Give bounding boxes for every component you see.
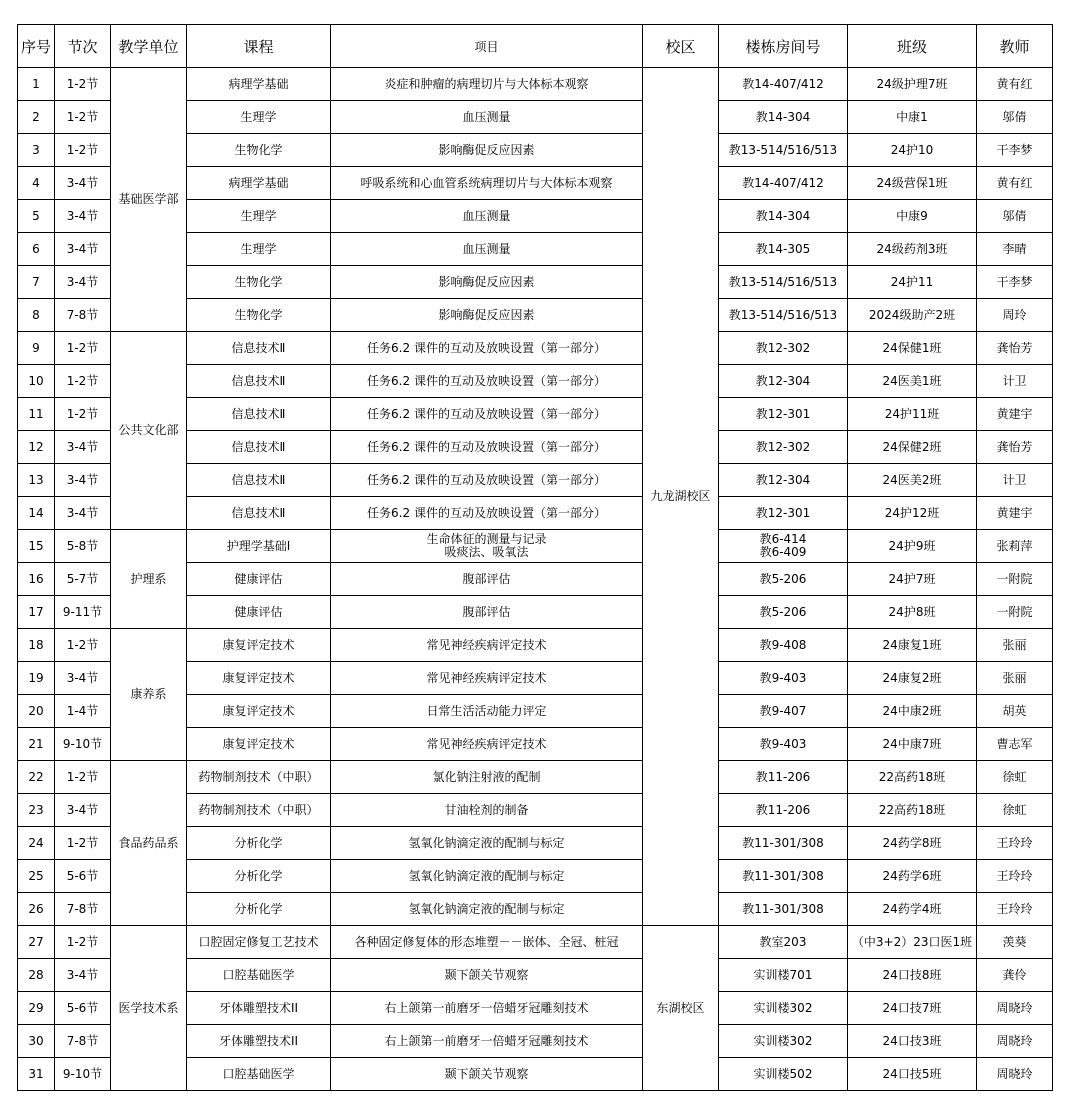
class-cell: 24级营保1班 [848, 167, 977, 200]
project-cell: 常见神经疾病评定技术 [331, 662, 643, 695]
teacher-cell: 邬倩 [977, 200, 1053, 233]
class-cell: 24康复1班 [848, 629, 977, 662]
teacher-cell: 计卫 [977, 365, 1053, 398]
room-cell: 教11-301/308 [719, 827, 848, 860]
row-number-cell: 4 [18, 167, 55, 200]
header-course: 课程 [187, 25, 331, 68]
course-cell: 口腔固定修复工艺技术 [187, 926, 331, 959]
header-no: 序号 [18, 25, 55, 68]
room-cell: 教9-403 [719, 728, 848, 761]
course-cell: 药物制剂技术（中职） [187, 794, 331, 827]
teacher-cell: 张丽 [977, 629, 1053, 662]
class-cell: 24康复2班 [848, 662, 977, 695]
session-cell: 1-2节 [55, 134, 111, 167]
session-cell: 3-4节 [55, 464, 111, 497]
class-cell: 24护10 [848, 134, 977, 167]
row-number-cell: 16 [18, 563, 55, 596]
teacher-cell: 邬倩 [977, 101, 1053, 134]
project-cell: 右上颌第一前磨牙一倍蜡牙冠雕刻技术 [331, 1025, 643, 1058]
session-cell: 3-4节 [55, 662, 111, 695]
class-cell: 24护8班 [848, 596, 977, 629]
dept-cell: 食品药品系 [111, 761, 187, 926]
project-cell: 氯化钠注射液的配制 [331, 761, 643, 794]
session-cell: 7-8节 [55, 299, 111, 332]
course-cell: 生理学 [187, 200, 331, 233]
row-number-cell: 7 [18, 266, 55, 299]
course-cell: 牙体雕塑技术II [187, 1025, 331, 1058]
header-campus: 校区 [643, 25, 719, 68]
class-cell: 24药学4班 [848, 893, 977, 926]
class-cell: 24口技5班 [848, 1058, 977, 1091]
project-cell: 影响酶促反应因素 [331, 266, 643, 299]
room-cell: 教14-304 [719, 101, 848, 134]
session-cell: 1-2节 [55, 761, 111, 794]
teacher-cell: 周晓玲 [977, 992, 1053, 1025]
course-cell: 口腔基础医学 [187, 959, 331, 992]
teacher-cell: 干李梦 [977, 266, 1053, 299]
teacher-cell: 徐虹 [977, 794, 1053, 827]
class-cell: 24医美2班 [848, 464, 977, 497]
session-cell: 9-10节 [55, 728, 111, 761]
dept-cell: 护理系 [111, 530, 187, 629]
row-number-cell: 1 [18, 68, 55, 101]
session-cell: 3-4节 [55, 431, 111, 464]
project-cell: 影响酶促反应因素 [331, 299, 643, 332]
row-number-cell: 26 [18, 893, 55, 926]
room-cell: 教9-403 [719, 662, 848, 695]
header-row [18, 25, 1053, 68]
course-cell: 生物化学 [187, 134, 331, 167]
row-number-cell: 19 [18, 662, 55, 695]
header-teacher: 教师 [977, 25, 1053, 68]
header-room: 楼栋房间号 [719, 25, 848, 68]
teacher-cell: 王玲玲 [977, 860, 1053, 893]
course-cell: 康复评定技术 [187, 728, 331, 761]
class-cell: 24保健2班 [848, 431, 977, 464]
session-cell: 5-6节 [55, 992, 111, 1025]
row-number-cell: 14 [18, 497, 55, 530]
session-cell: 3-4节 [55, 959, 111, 992]
project-cell: 炎症和肿瘤的病理切片与大体标本观察 [331, 68, 643, 101]
session-cell: 5-7节 [55, 563, 111, 596]
session-cell: 3-4节 [55, 167, 111, 200]
room-cell: 教13-514/516/513 [719, 299, 848, 332]
project-cell: 影响酶促反应因素 [331, 134, 643, 167]
course-cell: 信息技术Ⅱ [187, 464, 331, 497]
room-cell: 教14-304 [719, 200, 848, 233]
session-cell: 3-4节 [55, 200, 111, 233]
project-cell: 氢氧化钠滴定液的配制与标定 [331, 893, 643, 926]
teacher-cell: 曹志军 [977, 728, 1053, 761]
class-cell: 24护9班 [848, 530, 977, 563]
teacher-cell: 周玲 [977, 299, 1053, 332]
session-cell: 9-11节 [55, 596, 111, 629]
teacher-cell: 龚伶 [977, 959, 1053, 992]
teacher-cell: 黄建宇 [977, 398, 1053, 431]
class-cell: （中3+2）23口医1班 [848, 926, 977, 959]
project-cell: 血压测量 [331, 101, 643, 134]
teacher-cell: 张丽 [977, 662, 1053, 695]
row-number-cell: 30 [18, 1025, 55, 1058]
row-number-cell: 17 [18, 596, 55, 629]
class-cell: 24级药剂3班 [848, 233, 977, 266]
table-row [18, 761, 1053, 794]
room-cell: 教14-305 [719, 233, 848, 266]
teacher-cell: 李晴 [977, 233, 1053, 266]
room-cell: 教6-414 教6-409 [719, 530, 848, 563]
row-number-cell: 6 [18, 233, 55, 266]
row-number-cell: 24 [18, 827, 55, 860]
teacher-cell: 王玲玲 [977, 893, 1053, 926]
course-cell: 信息技术Ⅱ [187, 365, 331, 398]
room-cell: 实训楼302 [719, 992, 848, 1025]
room-cell: 教11-206 [719, 794, 848, 827]
teacher-cell: 黄建宇 [977, 497, 1053, 530]
row-number-cell: 2 [18, 101, 55, 134]
teacher-cell: 黄有红 [977, 167, 1053, 200]
course-cell: 健康评估 [187, 563, 331, 596]
row-number-cell: 22 [18, 761, 55, 794]
room-cell: 教12-302 [719, 431, 848, 464]
class-cell: 24口技8班 [848, 959, 977, 992]
row-number-cell: 23 [18, 794, 55, 827]
table-row [18, 332, 1053, 365]
room-cell: 教14-407/412 [719, 167, 848, 200]
session-cell: 1-4节 [55, 695, 111, 728]
campus-cell: 九龙湖校区 [643, 68, 719, 926]
course-cell: 康复评定技术 [187, 695, 331, 728]
project-cell: 呼吸系统和心血管系统病理切片与大体标本观察 [331, 167, 643, 200]
class-cell: 24药学8班 [848, 827, 977, 860]
class-cell: 24中康2班 [848, 695, 977, 728]
project-cell: 常见神经疾病评定技术 [331, 629, 643, 662]
room-cell: 教12-304 [719, 365, 848, 398]
row-number-cell: 8 [18, 299, 55, 332]
room-cell: 教13-514/516/513 [719, 266, 848, 299]
project-cell: 血压测量 [331, 233, 643, 266]
session-cell: 7-8节 [55, 893, 111, 926]
row-number-cell: 25 [18, 860, 55, 893]
teacher-cell: 黄有红 [977, 68, 1053, 101]
room-cell: 教9-407 [719, 695, 848, 728]
row-number-cell: 5 [18, 200, 55, 233]
project-cell: 任务6.2 课件的互动及放映设置（第一部分） [331, 497, 643, 530]
room-cell: 教11-206 [719, 761, 848, 794]
row-number-cell: 28 [18, 959, 55, 992]
dept-cell: 公共文化部 [111, 332, 187, 530]
project-cell: 甘油栓剂的制备 [331, 794, 643, 827]
project-cell: 氢氧化钠滴定液的配制与标定 [331, 860, 643, 893]
campus-cell: 东湖校区 [643, 926, 719, 1091]
course-cell: 口腔基础医学 [187, 1058, 331, 1091]
course-cell: 信息技术Ⅱ [187, 398, 331, 431]
project-cell: 任务6.2 课件的互动及放映设置（第一部分） [331, 431, 643, 464]
course-cell: 生物化学 [187, 299, 331, 332]
teacher-cell: 王玲玲 [977, 827, 1053, 860]
room-cell: 教11-301/308 [719, 860, 848, 893]
project-cell: 各种固定修复体的形态堆塑－－嵌体、全冠、桩冠 [331, 926, 643, 959]
session-cell: 1-2节 [55, 398, 111, 431]
class-cell: 24口技7班 [848, 992, 977, 1025]
project-cell: 生命体征的测量与记录 吸痰法、吸氧法 [331, 530, 643, 563]
teacher-cell: 张莉萍 [977, 530, 1053, 563]
row-number-cell: 11 [18, 398, 55, 431]
row-number-cell: 18 [18, 629, 55, 662]
project-cell: 颞下颌关节观察 [331, 1058, 643, 1091]
session-cell: 1-2节 [55, 332, 111, 365]
session-cell: 3-4节 [55, 794, 111, 827]
session-cell: 5-6节 [55, 860, 111, 893]
session-cell: 3-4节 [55, 497, 111, 530]
room-cell: 教12-301 [719, 497, 848, 530]
teacher-cell: 龚怡芳 [977, 332, 1053, 365]
course-cell: 护理学基础I [187, 530, 331, 563]
course-cell: 病理学基础 [187, 68, 331, 101]
row-number-cell: 21 [18, 728, 55, 761]
teacher-cell: 一附院 [977, 563, 1053, 596]
class-cell: 24护12班 [848, 497, 977, 530]
schedule-body [18, 68, 1053, 1091]
teacher-cell: 计卫 [977, 464, 1053, 497]
room-cell: 教11-301/308 [719, 893, 848, 926]
session-cell: 3-4节 [55, 233, 111, 266]
course-cell: 健康评估 [187, 596, 331, 629]
project-cell: 任务6.2 课件的互动及放映设置（第一部分） [331, 332, 643, 365]
header-dept: 教学单位 [111, 25, 187, 68]
course-cell: 生理学 [187, 101, 331, 134]
course-cell: 生物化学 [187, 266, 331, 299]
course-cell: 药物制剂技术（中职） [187, 761, 331, 794]
course-cell: 分析化学 [187, 827, 331, 860]
project-cell: 任务6.2 课件的互动及放映设置（第一部分） [331, 398, 643, 431]
session-cell: 1-2节 [55, 68, 111, 101]
project-cell: 腹部评估 [331, 596, 643, 629]
course-cell: 信息技术Ⅱ [187, 332, 331, 365]
room-cell: 教5-206 [719, 596, 848, 629]
course-cell: 信息技术Ⅱ [187, 497, 331, 530]
course-cell: 康复评定技术 [187, 629, 331, 662]
class-cell: 24保健1班 [848, 332, 977, 365]
teacher-cell: 周晓玲 [977, 1058, 1053, 1091]
teacher-cell: 龚怡芳 [977, 431, 1053, 464]
session-cell: 1-2节 [55, 827, 111, 860]
course-cell: 分析化学 [187, 860, 331, 893]
class-cell: 中康9 [848, 200, 977, 233]
dept-cell: 基础医学部 [111, 68, 187, 332]
header-session: 节次 [55, 25, 111, 68]
table-row [18, 68, 1053, 101]
course-cell: 康复评定技术 [187, 662, 331, 695]
row-number-cell: 20 [18, 695, 55, 728]
room-cell: 教12-304 [719, 464, 848, 497]
table-row [18, 530, 1053, 563]
class-cell: 22高药18班 [848, 761, 977, 794]
room-cell: 教14-407/412 [719, 68, 848, 101]
teacher-cell: 一附院 [977, 596, 1053, 629]
room-cell: 实训楼502 [719, 1058, 848, 1091]
project-cell: 颞下颌关节观察 [331, 959, 643, 992]
class-cell: 22高药18班 [848, 794, 977, 827]
teacher-cell: 周晓玲 [977, 1025, 1053, 1058]
teacher-cell: 干李梦 [977, 134, 1053, 167]
dept-cell: 医学技术系 [111, 926, 187, 1091]
row-number-cell: 13 [18, 464, 55, 497]
room-cell: 教9-408 [719, 629, 848, 662]
room-cell: 教室203 [719, 926, 848, 959]
project-cell: 日常生活活动能力评定 [331, 695, 643, 728]
session-cell: 5-8节 [55, 530, 111, 563]
row-number-cell: 12 [18, 431, 55, 464]
room-cell: 教12-301 [719, 398, 848, 431]
course-cell: 生理学 [187, 233, 331, 266]
room-cell: 教5-206 [719, 563, 848, 596]
class-cell: 24药学6班 [848, 860, 977, 893]
session-cell: 1-2节 [55, 365, 111, 398]
teacher-cell: 羡葵 [977, 926, 1053, 959]
class-cell: 24口技3班 [848, 1025, 977, 1058]
class-cell: 2024级助产2班 [848, 299, 977, 332]
teacher-cell: 胡英 [977, 695, 1053, 728]
session-cell: 9-10节 [55, 1058, 111, 1091]
session-cell: 7-8节 [55, 1025, 111, 1058]
table-row [18, 926, 1053, 959]
project-cell: 常见神经疾病评定技术 [331, 728, 643, 761]
row-number-cell: 10 [18, 365, 55, 398]
course-cell: 病理学基础 [187, 167, 331, 200]
room-cell: 实训楼701 [719, 959, 848, 992]
project-cell: 右上颌第一前磨牙一倍蜡牙冠雕刻技术 [331, 992, 643, 1025]
table-row [18, 629, 1053, 662]
class-cell: 中康1 [848, 101, 977, 134]
class-cell: 24护7班 [848, 563, 977, 596]
session-cell: 3-4节 [55, 266, 111, 299]
class-cell: 24护11 [848, 266, 977, 299]
class-cell: 24中康7班 [848, 728, 977, 761]
row-number-cell: 27 [18, 926, 55, 959]
row-number-cell: 9 [18, 332, 55, 365]
room-cell: 教13-514/516/513 [719, 134, 848, 167]
row-number-cell: 3 [18, 134, 55, 167]
class-cell: 24护11班 [848, 398, 977, 431]
project-cell: 任务6.2 课件的互动及放映设置（第一部分） [331, 365, 643, 398]
course-cell: 信息技术Ⅱ [187, 431, 331, 464]
row-number-cell: 29 [18, 992, 55, 1025]
session-cell: 1-2节 [55, 629, 111, 662]
project-cell: 任务6.2 课件的互动及放映设置（第一部分） [331, 464, 643, 497]
teacher-cell: 徐虹 [977, 761, 1053, 794]
header-project: 项目 [331, 25, 643, 68]
course-cell: 牙体雕塑技术II [187, 992, 331, 1025]
project-cell: 氢氧化钠滴定液的配制与标定 [331, 827, 643, 860]
row-number-cell: 15 [18, 530, 55, 563]
dept-cell: 康养系 [111, 629, 187, 761]
project-cell: 腹部评估 [331, 563, 643, 596]
session-cell: 1-2节 [55, 101, 111, 134]
class-cell: 24医美1班 [848, 365, 977, 398]
room-cell: 实训楼302 [719, 1025, 848, 1058]
session-cell: 1-2节 [55, 926, 111, 959]
project-cell: 血压测量 [331, 200, 643, 233]
class-cell: 24级护理7班 [848, 68, 977, 101]
header-class: 班级 [848, 25, 977, 68]
room-cell: 教12-302 [719, 332, 848, 365]
course-cell: 分析化学 [187, 893, 331, 926]
schedule-table [17, 24, 1053, 1091]
row-number-cell: 31 [18, 1058, 55, 1091]
